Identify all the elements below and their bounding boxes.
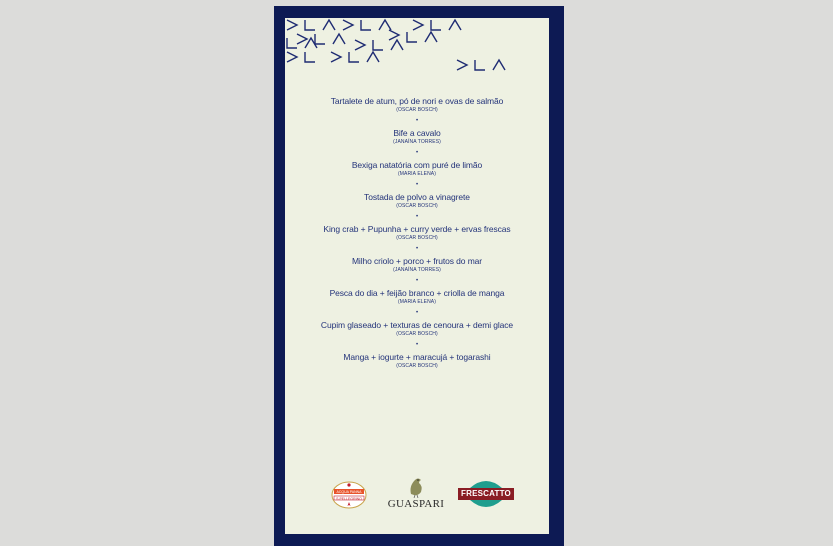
pellegrino-logo: [331, 480, 367, 510]
course-item: [285, 192, 549, 210]
course-item: [285, 160, 549, 178]
chef-name: (MARIA ELENA): [398, 171, 436, 177]
frescatto-wordmark: FRESCATTO: [458, 488, 514, 500]
course-item: [285, 128, 549, 146]
chef-name: (OSCAR BOSCH): [396, 363, 438, 369]
course-separator: •: [415, 246, 419, 252]
menu-card: [285, 18, 549, 534]
chef-name: (OSCAR BOSCH): [396, 235, 438, 241]
chef-name: (OSCAR BOSCH): [396, 203, 438, 209]
course-separator: •: [415, 278, 419, 284]
header-pattern-graphic: [285, 18, 549, 78]
pellegrino-line1: ACQUA PANNA: [336, 490, 362, 494]
course-separator: •: [415, 182, 419, 188]
chef-name: (JANAÍNA TORRES): [393, 139, 441, 145]
dish-name: Tartalete de atum, pó de nori e ovas de salmão: [330, 96, 504, 106]
chef-name: (OSCAR BOSCH): [396, 107, 438, 113]
dish-name: Tostada de polvo a vinagrete: [364, 192, 470, 202]
sponsor-logos: [285, 474, 549, 514]
course-separator: •: [415, 118, 419, 124]
course-separator: •: [415, 214, 419, 220]
course-item: [285, 224, 549, 242]
guaspari-wordmark: GUASPARI: [387, 498, 445, 510]
menu-frame: [274, 6, 564, 546]
course-separator: •: [415, 150, 419, 156]
bird-icon: [385, 474, 447, 498]
pellegrino-emblem-icon: [331, 480, 367, 510]
course-item: [285, 256, 549, 274]
dish-name: Bexiga natatória com puré de limão: [351, 160, 483, 170]
menu-list: [285, 96, 549, 370]
course-item: [285, 96, 549, 114]
frescatto-logo: [458, 476, 514, 512]
dish-name: Bife a cavalo: [393, 128, 441, 138]
header-pattern: [285, 18, 549, 78]
chef-name: (JANAÍNA TORRES): [393, 267, 441, 273]
dish-name: Cupim glaseado + texturas de cenoura + demi glace: [320, 320, 514, 330]
chef-name: (MARIA ELENA): [398, 299, 436, 305]
dish-name: King crab + Pupunha + curry verde + ervas frescas: [323, 224, 511, 234]
chef-name: (OSCAR BOSCH): [396, 331, 438, 337]
pellegrino-line2: S.PELLEGRINO: [336, 496, 362, 501]
dish-name: Milho criolo + porco + frutos do mar: [351, 256, 483, 266]
course-separator: •: [415, 310, 419, 316]
guaspari-logo: [385, 474, 447, 514]
dish-name: Manga + iogurte + maracujá + togarashi: [343, 352, 491, 362]
course-separator: •: [415, 342, 419, 348]
course-item: [285, 288, 549, 306]
course-item: [285, 320, 549, 338]
course-item: [285, 352, 549, 370]
dish-name: Pesca do dia + feijão branco + criolla de manga: [329, 288, 505, 298]
